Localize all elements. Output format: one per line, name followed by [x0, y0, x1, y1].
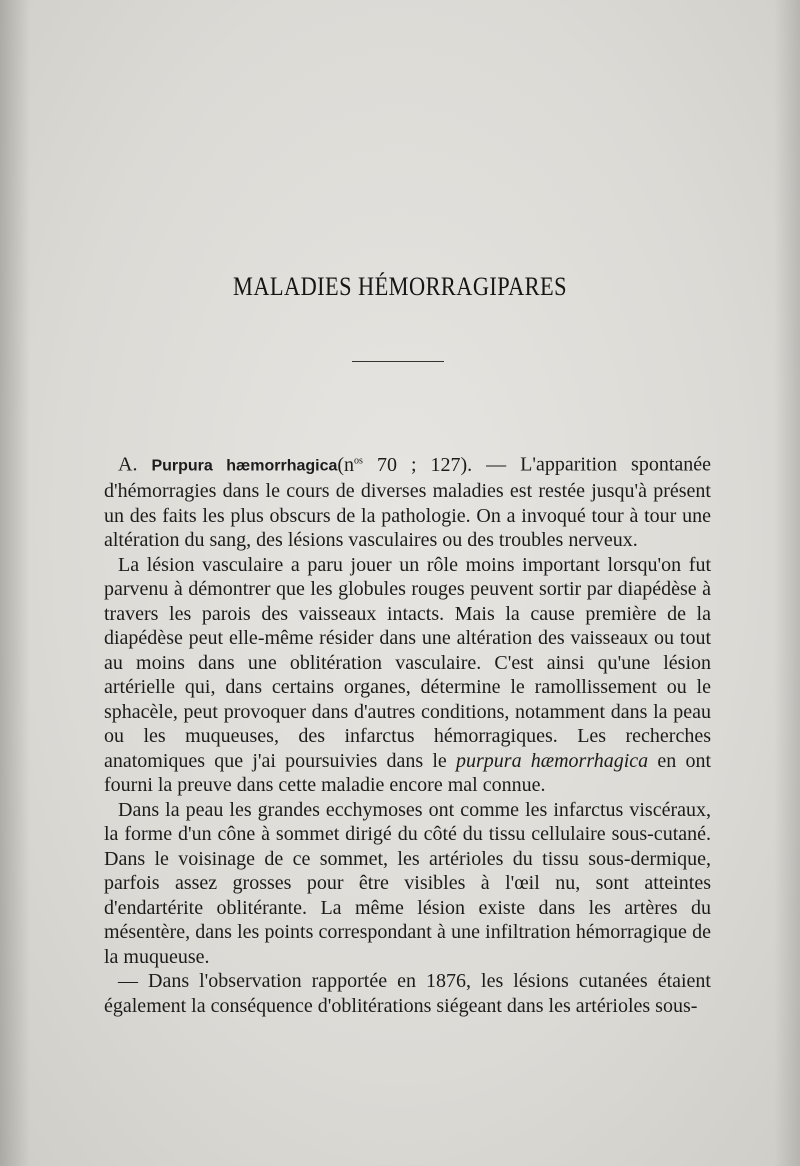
paragraph-2-text-b: en ont fourni la preuve dans cette maladie encore mal connue.: [104, 749, 711, 797]
page-edge-shadow-left: [0, 0, 30, 1166]
paragraph-2-text-a: La lésion vasculaire a paru jouer un rôle moins important lorsqu'on fut parvenu à démontrer que les globules rouges peuvent sortir par diapédèse à travers les parois des vaisseaux intacts. Mais la cause première de la diapédèse peut elle-même résider dans une altération des vaisseaux ou tout au moins dans une oblitération vasculaire. C'est ainsi qu'une lésion artérielle qui, dans certains organes, détermine le ramollissement ou le sphacèle, peut provoquer dans d'autres conditions, notamment dans la peau ou les muqueuses, des infarctus hémorragiques. Les recherches anatomiques que j'ai poursuivies dans le: [104, 553, 711, 772]
page-edge-shadow-right: [774, 0, 800, 1166]
paragraph-3: Dans la peau les grandes ecchymoses ont comme les infarctus viscéraux, la forme d'un cône à sommet dirigé du côté du tissu cellulaire sous-cutané. Dans le voisinage de ce sommet, les artérioles du tissu sous-dermique, parfois assez grosses pour être visibles à l'œil nu, sont atteintes d'endartérite oblitérante. La même lésion existe dans les artères du mésentère, dans les points correspondant à une infiltration hémorragique de la muqueuse.: [104, 798, 711, 968]
reference-rest: 70 ; 127).: [362, 453, 473, 476]
paragraph-2: [104, 553, 711, 798]
reference: [337, 454, 472, 476]
body-text: [104, 449, 711, 1018]
paragraph-1: [104, 449, 711, 553]
page-title: MALADIES HÉMORRAGIPARES: [233, 272, 567, 301]
paragraph-1-text: — L'apparition spontanée d'hémorragies dans le cours de diverses maladies est restée jusqu'à présent un des faits les plus obscurs de la pathologie. On a invoqué tour à tour une altération du sang, des lésions vasculaires ou des troubles nerveux.: [104, 453, 712, 552]
paragraph-2-italic: purpura hæmorrhagica: [456, 749, 649, 772]
section-label: A.: [118, 453, 138, 476]
section-heading: Purpura hæmorrhagica: [151, 457, 338, 475]
title-divider: [352, 361, 444, 362]
reference-prefix: (n: [337, 453, 355, 476]
paragraph-4: — Dans l'observation rapportée en 1876, les lésions cutanées étaient également la conséquence d'oblitérations siégeant dans les artérioles sous-: [104, 970, 711, 1017]
reference-sup: os: [354, 455, 363, 466]
